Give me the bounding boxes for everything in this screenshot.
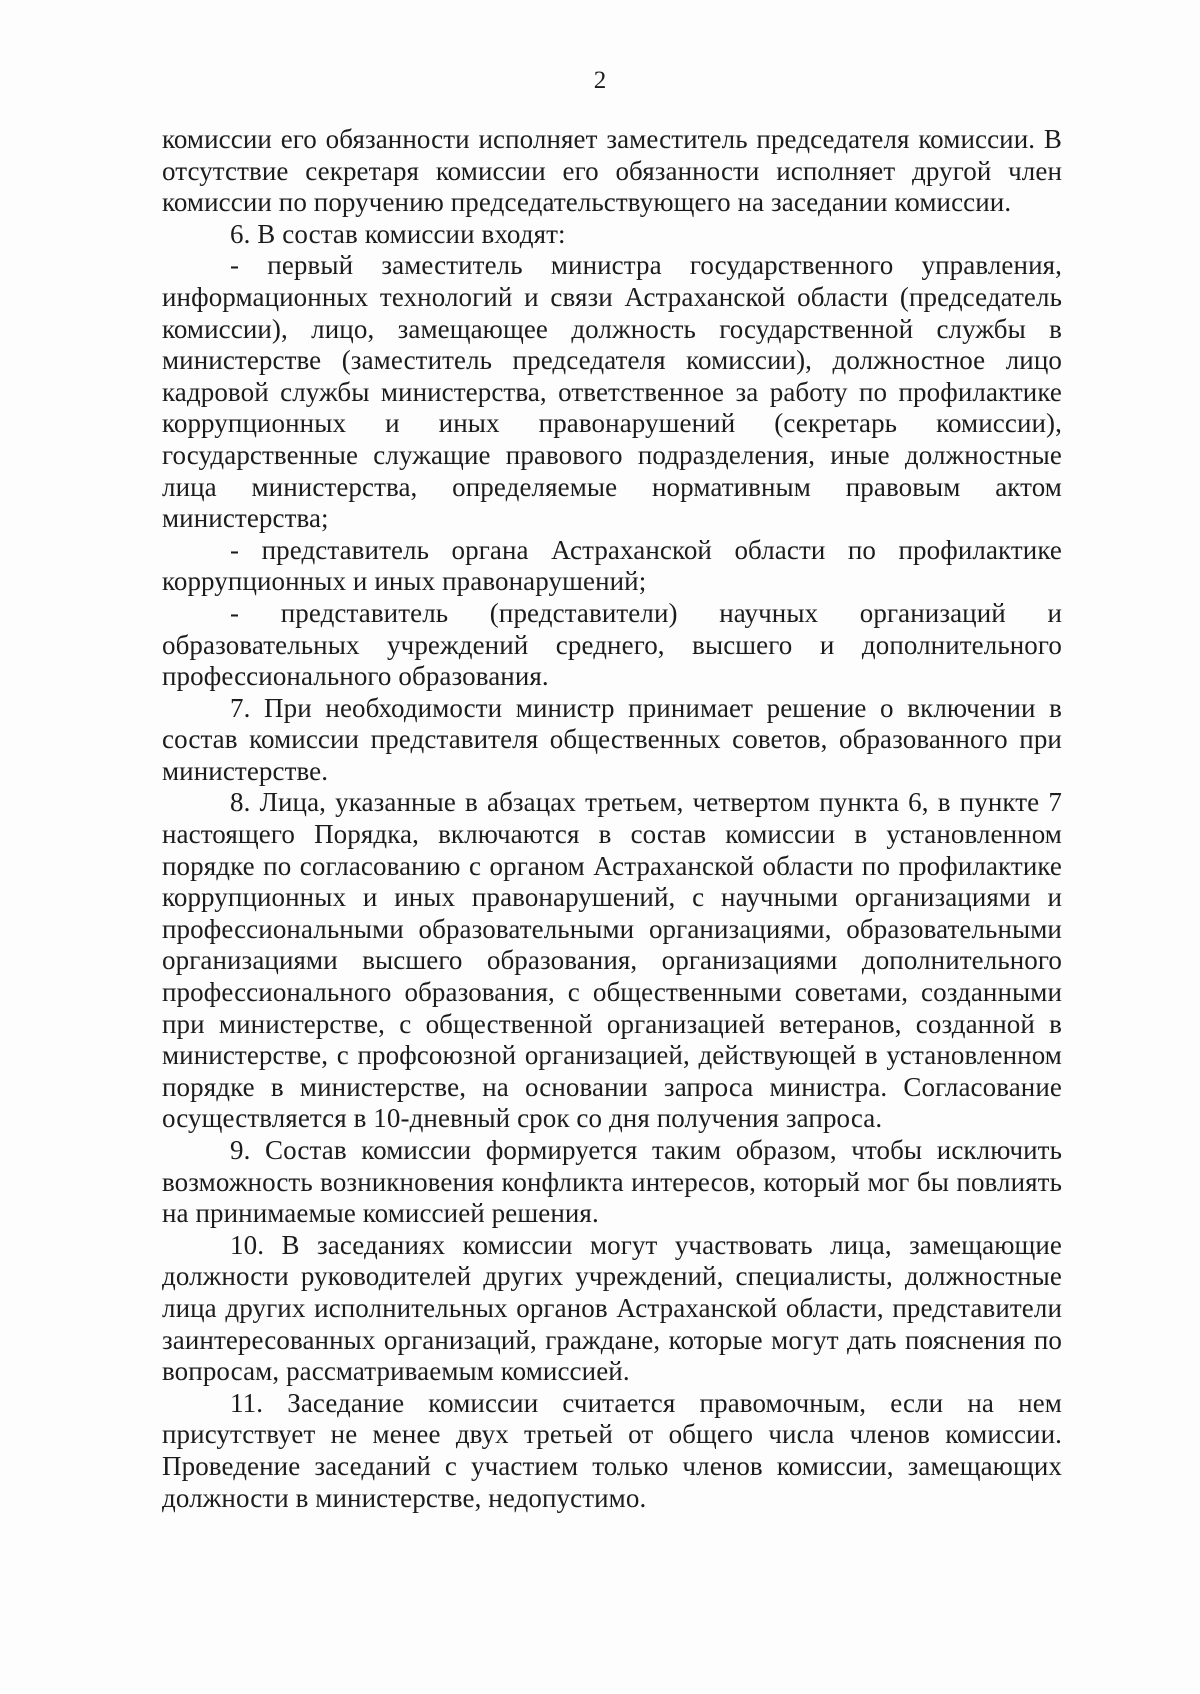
paragraph-8: 8. Лица, указанные в абзацах третьем, четвертом пункта 6, в пункте 7 настоящего Порядка, включаются в состав комиссии в установленном порядке по согласованию с органом Астраханской области по профилактике коррупционных и иных правонарушений, с научными организациями и профессиональными образовательными организациями, образовательными организациями высшего образования, организациями дополнительного профессионального образования, с общественными советами, созданными при министерстве, с общественной организацией ветеранов, созданной в министерстве, с профсоюзной организацией, действующей в установленном порядке в министерстве, на основании запроса министра. Согласование осуществляется в 10-дневный срок со дня получения запроса. [162, 787, 1062, 1134]
paragraph-7: 7. При необходимости министр принимает решение о включении в состав комиссии представителя общественных советов, образованного при министерстве. [162, 692, 1062, 786]
paragraph-6-heading: 6. В состав комиссии входят: [230, 218, 566, 249]
paragraph-11: 11. Заседание комиссии считается правомочным, если на нем присутствует не менее двух третьей от общего числа членов комиссии. Проведение заседаний с участием только членов комиссии, замещающих должности в министерстве, недопустимо. [162, 1387, 1062, 1513]
paragraph-6-item-2: - представитель органа Астраханской области по профилактике коррупционных и иных правонарушений; [162, 534, 1062, 597]
paragraph-9: 9. Состав комиссии формируется таким образом, чтобы исключить возможность возникновения конфликта интересов, который мог бы повлиять на принимаемые комиссией решения. [162, 1135, 1062, 1229]
document-body [162, 124, 1062, 1514]
paragraph-continuation: комиссии его обязанности исполняет заместитель председателя комиссии. В отсутствие секретаря комиссии его обязанности исполняет другой член комиссии по поручению председательствующего на заседании комиссии. [162, 124, 1062, 218]
paragraph-6-item-3: - представитель (представители) научных организаций и образовательных учреждений среднего, высшего и дополнительного профессионального образования. [162, 597, 1062, 692]
paragraph-10: 10. В заседаниях комиссии могут участвовать лица, замещающие должности руководителей других учреждений, специалисты, должностные лица других исполнительных органов Астраханской области, представители заинтересованных организаций, граждане, которые могут дать пояснения по вопросам, рассматриваемым комиссией. [162, 1229, 1062, 1387]
paragraph-6-item-1: - первый заместитель министра государственного управления, информационных технологий и связи Астраханской области (председатель комиссии), лицо, замещающее должность государственной службы в министерстве (заместитель председателя комиссии), должностное лицо кадровой службы министерства, ответственное за работу по профилактике коррупционных и иных правонарушений (секретарь комиссии), государственные служащие правового подразделения, иные должностные лица министерства, определяемые нормативным правовым актом министерства; [162, 250, 1062, 534]
page-number: 2 [593, 67, 607, 94]
